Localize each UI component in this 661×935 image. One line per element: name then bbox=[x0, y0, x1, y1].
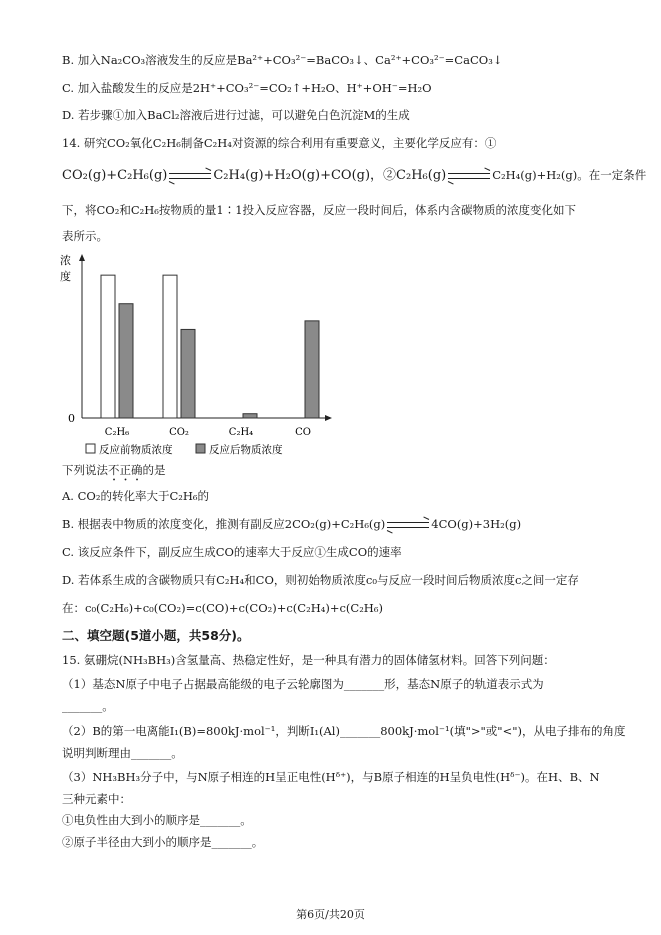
equilibrium-arrow-icon bbox=[448, 171, 490, 181]
q14-condition: 下，将CO₂和C₂H₆按物质的量1∶1投入反应容器，反应一段时间后，体系内含碳物质的浓度变化如下 bbox=[62, 203, 577, 217]
x-tick-label: C₂H₄ bbox=[228, 427, 254, 438]
y-axis-arrow-icon bbox=[79, 254, 85, 261]
x-tick-label: CO bbox=[295, 427, 311, 438]
x-tick-label: CO₂ bbox=[169, 427, 189, 438]
q15-part-3-radius: ②原子半径由大到小的顺序是_______。 bbox=[62, 835, 264, 849]
q14-option-b bbox=[62, 516, 521, 532]
q14-prompt-post: 的是 bbox=[142, 463, 166, 477]
q15-intro: 15. 氨硼烷(NH₃BH₃)含氢量高、热稳定性好，是一种具有潜力的固体储氢材料。回答下列问题： bbox=[62, 653, 555, 667]
bar-after-3 bbox=[305, 321, 319, 418]
legend-label: 反应前物质浓度 bbox=[99, 444, 173, 456]
y-axis-label-1: 浓 bbox=[60, 254, 71, 267]
q15-part-1: （1）基态N原子中电子占据最高能级的电子云轮廓图为_______形，基态N原子的轨道表示式为 bbox=[62, 677, 544, 691]
bar-after-2 bbox=[243, 414, 257, 418]
q14-option-b-right: 4CO(g)+3H₂(g) bbox=[431, 517, 522, 531]
bar-before-1 bbox=[163, 275, 177, 418]
q14-option-c: C. 该反应条件下，副反应生成CO的速率大于反应①生成CO的速率 bbox=[62, 545, 402, 559]
legend-label: 反应后物质浓度 bbox=[209, 444, 283, 456]
y-axis-label-2: 度 bbox=[60, 270, 71, 283]
q15-part-3-elements: 三种元素中： bbox=[62, 792, 131, 806]
equilibrium-arrow-icon bbox=[387, 520, 429, 530]
q14-intro: 14. 研究CO₂氧化C₂H₆制备C₂H₄对资源的综合利用有重要意义，主要化学反应有：① bbox=[62, 136, 497, 150]
q14-eq1-right: C₂H₄(g)+H₂O(g)+CO(g)，②C₂H₆(g) bbox=[213, 168, 447, 183]
q14-option-a: A. CO₂的转化率大于C₂H₆的 bbox=[62, 489, 210, 503]
q15-part-2-reason: 说明判断理由_______。 bbox=[62, 746, 183, 760]
q14-table-ref: 表所示。 bbox=[62, 229, 108, 243]
origin-label: 0 bbox=[68, 412, 75, 425]
x-axis-arrow-icon bbox=[325, 415, 332, 421]
option-c-previous: C. 加入盐酸发生的反应是2H⁺+CO₃²⁻=CO₂↑+H₂O、H⁺+OH⁻=H₂O bbox=[62, 81, 432, 95]
bar-after-0 bbox=[119, 304, 133, 418]
q15-part-3-electronegativity: ①电负性由大到小的顺序是_______。 bbox=[62, 813, 252, 827]
q14-eq1-left: CO₂(g)+C₂H₆(g) bbox=[62, 168, 168, 183]
q15-part-1-blank: _______。 bbox=[62, 699, 114, 713]
option-b-previous: B. 加入Na₂CO₃溶液发生的反应是Ba²⁺+CO₃²⁻=BaCO₃↓、Ca²⁺+CO₃²⁻=CaCO₃↓ bbox=[62, 53, 503, 67]
q14-prompt-emphasis: 不正确 bbox=[108, 463, 143, 477]
q15-part-2: （2）B的第一电离能I₁(B)=800kJ·mol⁻¹，判断I₁(Al)_______800kJ·mol⁻¹(填">"或"<")，从电子排布的角度 bbox=[62, 724, 626, 738]
q14-prompt bbox=[62, 462, 166, 484]
q14-option-d: D. 若体系生成的含碳物质只有C₂H₄和CO，则初始物质浓度c₀与反应一段时间后物质浓度c之间一定存 bbox=[62, 573, 579, 587]
bar-after-1 bbox=[181, 329, 195, 418]
legend-swatch bbox=[86, 444, 95, 453]
bar-before-0 bbox=[101, 275, 115, 418]
q14-option-d-equation: 在：c₀(C₂H₆)+c₀(CO₂)=c(CO)+c(CO₂)+c(C₂H₄)+c(C₂H₆) bbox=[62, 601, 383, 615]
option-d-previous: D. 若步骤①加入BaCl₂溶液后进行过滤，可以避免白色沉淀M的生成 bbox=[62, 108, 410, 122]
q15-part-3: （3）NH₃BH₃分子中，与N原子相连的H呈正电性(Hᵟ⁺)，与B原子相连的H呈负电性(Hᵟ⁻)。在H、B、N bbox=[62, 770, 600, 784]
equilibrium-arrow-icon bbox=[169, 171, 211, 181]
concentration-bar-chart bbox=[56, 250, 356, 460]
q14-option-b-left: B. 根据表中物质的浓度变化，推测有副反应2CO₂(g)+C₂H₆(g) bbox=[62, 517, 386, 531]
q14-equations bbox=[62, 167, 646, 184]
q14-eq2-right: C₂H₄(g)+H₂(g)。在一定条件 bbox=[492, 168, 647, 182]
page-footer: 第6页/共20页 bbox=[296, 908, 365, 921]
legend-swatch bbox=[196, 444, 205, 453]
section-2-heading: 二、填空题(5道小题，共58分)。 bbox=[62, 628, 250, 643]
q14-prompt-pre: 下列说法 bbox=[62, 463, 108, 477]
x-tick-label: C₂H₆ bbox=[104, 427, 130, 438]
